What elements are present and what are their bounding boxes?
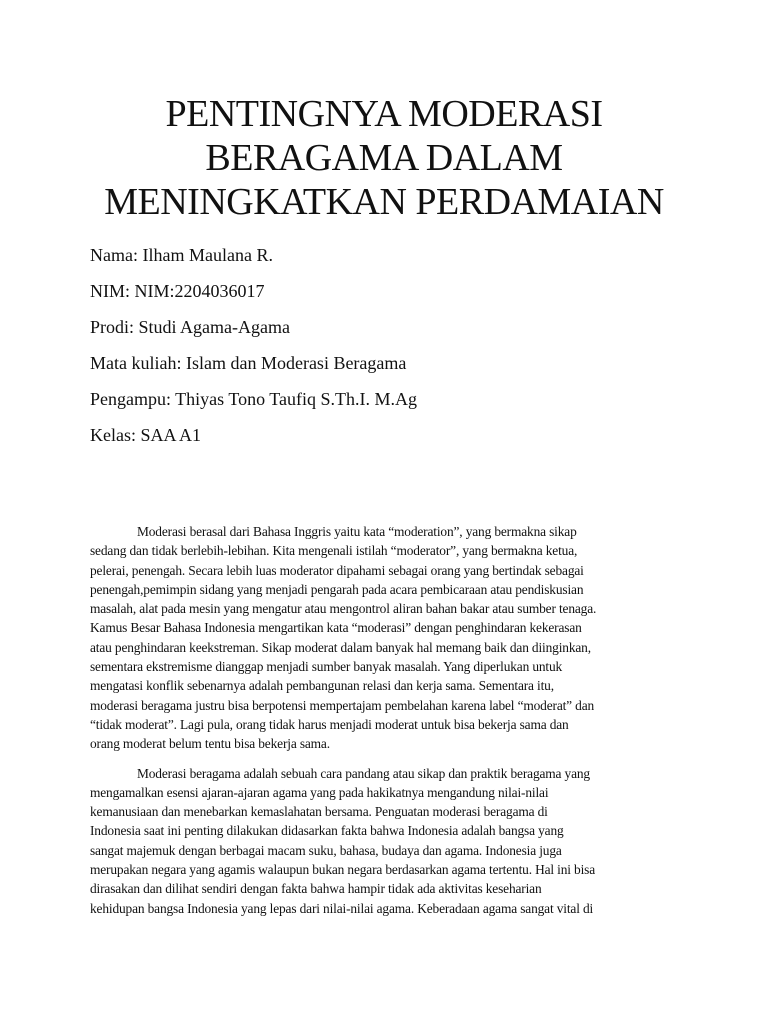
paragraph-line: “tidak moderat”. Lagi pula, orang tidak harus menjadi moderat untuk bisa bekerja sama dan [90,716,569,732]
paragraph-line: orang moderat belum tentu bisa bekerja sama. [90,736,330,752]
info-course: Mata kuliah: Islam dan Moderasi Beragama [90,353,407,373]
paragraph-1 [90,522,680,754]
body-text [90,522,680,928]
paragraph-line: penengah,pemimpin sidang yang menjadi pengarah pada acara pembicaraan atau pendiskusian [90,581,584,597]
paragraph-line: merupakan negara yang agamis walaupun bukan negara berdasarkan agama tertentu. Hal ini bisa [90,862,596,878]
paragraph-line: pelerai, penengah. Secara lebih luas moderator dipahami sebagai orang yang bertindak sebagai [90,562,584,578]
paragraph-line: Kamus Besar Bahasa Indonesia mengartikan kata “moderasi” dengan penghindaran kekerasan [90,620,582,636]
student-info [90,244,417,460]
paragraph-line: mengatasi konflik sebenarnya adalah pembangunan relasi dan kerja sama. Sementara itu, [90,678,554,694]
title-line-1: PENTINGNYA MODERASI [165,93,603,135]
paragraph-line: Moderasi beragama adalah sebuah cara pandang atau sikap dan praktik beragama yang [137,765,590,781]
title-line-2: BERAGAMA DALAM [205,137,563,179]
paragraph-line: atau penghindaran keekstreman. Sikap moderat dalam banyak hal memang baik dan diinginkan, [90,639,591,655]
info-class: Kelas: SAA A1 [90,425,202,445]
document-title [60,92,708,224]
paragraph-line: sedang dan tidak berlebih-lebihan. Kita mengenali istilah “moderator”, yang bermakna ketua, [90,543,578,559]
paragraph-2 [90,764,680,918]
info-prodi: Prodi: Studi Agama-Agama [90,317,290,337]
paragraph-line: Indonesia saat ini penting dilakukan didasarkan fakta bahwa Indonesia adalah bangsa yang [90,823,564,839]
paragraph-line: moderasi beragama justru bisa berpotensi mempertajam pembelahan karena label “moderat” dan [90,697,595,713]
info-name: Nama: Ilham Maulana R. [90,245,273,265]
paragraph-line: kehidupan bangsa Indonesia yang lepas dari nilai-nilai agama. Keberadaan agama sangat vital di [90,900,594,916]
paragraph-line: masalah, alat pada mesin yang mengatur atau mengontrol aliran bahan bakar atau sumber tenaga. [90,601,597,617]
info-lecturer: Pengampu: Thiyas Tono Taufiq S.Th.I. M.Ag [90,389,417,409]
paragraph-line: sangat majemuk dengan berbagai macam suku, bahasa, budaya dan agama. Indonesia juga [90,842,562,858]
paragraph-line: sementara ekstremisme dianggap menjadi sumber banyak masalah. Yang diperlukan untuk [90,659,563,675]
title-line-3: MENINGKATKAN PERDAMAIAN [104,181,664,223]
paragraph-line: kemanusiaan dan menebarkan kemaslahatan bersama. Penguatan moderasi beragama di [90,804,548,820]
info-nim: NIM: NIM:2204036017 [90,281,265,301]
paragraph-line: dirasakan dan dilihat sendiri dengan fakta bahwa hampir tidak ada aktivitas keseharian [90,881,542,897]
paragraph-line: mengamalkan esensi ajaran-ajaran agama yang pada hakikatnya mengandung nilai-nilai [90,784,549,800]
paragraph-line: Moderasi berasal dari Bahasa Inggris yaitu kata “moderation”, yang bermakna sikap [137,524,577,539]
